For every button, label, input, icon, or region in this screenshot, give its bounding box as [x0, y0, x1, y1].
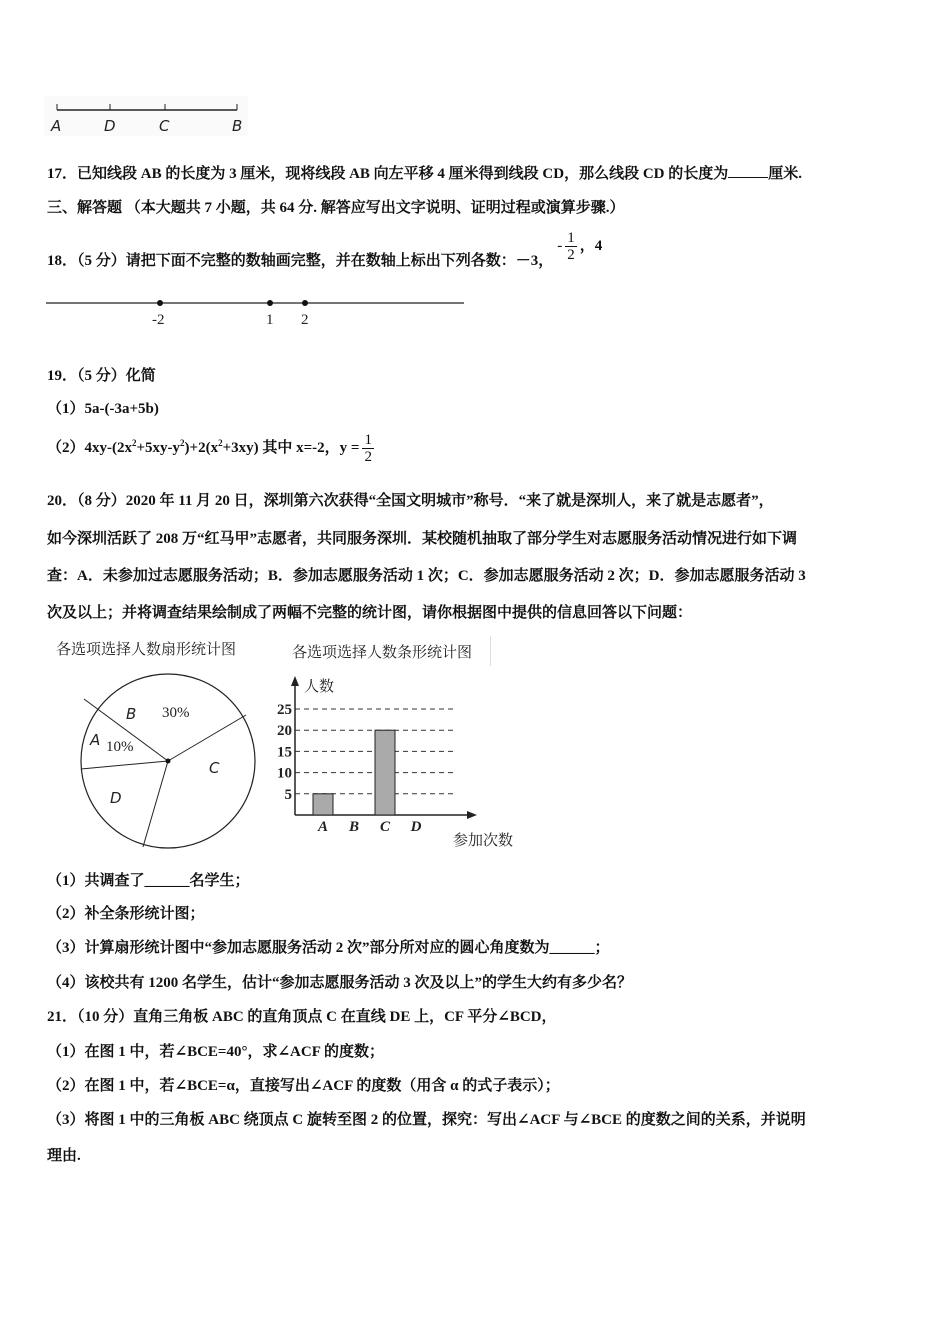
axis-label: 2: [301, 312, 309, 328]
pie-label-b: B: [126, 705, 137, 723]
fraction: [362, 432, 374, 465]
y-tick-label: 15: [277, 744, 292, 761]
q21-line: （3）将图 1 中的三角板 ABC 绕顶点 C 旋转至图 2 的位置，探究：写出∠ACF 与∠BCE 的度数之间的关系，并说明: [47, 1112, 806, 1128]
q20-line: 20．（8 分）2020 年 11 月 20 日，深圳第六次获得“全国文明城市”称号．“来了就是深圳人，来了就是志愿者”，: [47, 493, 774, 509]
pie-chart: [70, 665, 270, 855]
q21-line: 理由.: [47, 1148, 81, 1164]
x-tick-label: B: [348, 819, 360, 835]
numerator: 1: [364, 432, 372, 448]
expr: （2）4xy-(2x: [47, 439, 132, 456]
question-18: [47, 230, 603, 269]
q17-tail: 厘米.: [768, 166, 803, 182]
axis-label: 1: [266, 312, 274, 328]
question-19-part2: [47, 432, 377, 465]
exp: 2: [132, 437, 137, 448]
bar-x-label: 参加次数: [453, 831, 514, 849]
x-axis-arrow: [467, 811, 477, 819]
question-17: [47, 162, 802, 183]
expr: +5xy-y: [136, 439, 181, 456]
q21-line: （1）在图 1 中，若∠BCE=40°，求∠ACF 的度数；: [47, 1044, 385, 1060]
y-axis-arrow: [291, 676, 299, 686]
expr: )+2(x: [184, 439, 219, 456]
section-3-heading: 三、解答题 （本大题共 7 小题，共 64 分. 解答应写出文字说明、证明过程或演算步骤.）: [47, 200, 625, 216]
q20-line: 如今深圳活跃了 208 万“红马甲”志愿者，共同服务深圳．某校随机抽取了部分学生对志愿服务活动情况进行如下调: [47, 531, 798, 547]
q20-line: 查：A．未参加过志愿服务活动；B．参加志愿服务活动 1 次；C．参加志愿服务活动 2 次；D．参加志愿服务活动 3: [47, 568, 806, 584]
q20-sub: （4）该校共有 1200 名学生，估计“参加志愿服务活动 3 次及以上”的学生大约有多少名？: [47, 975, 633, 991]
segment-figure: [44, 96, 250, 138]
exp: 2: [218, 437, 223, 448]
q18-text: 18．（5 分）请把下面不完整的数轴画完整，并在数轴上标出下列各数：－3，: [47, 252, 554, 269]
y-tick-label: 10: [277, 765, 292, 782]
denominator: 2: [364, 449, 372, 465]
y-tick-label: 25: [277, 702, 292, 718]
bar-chart-title: 各选项选择人数条形统计图: [292, 643, 473, 661]
x-tick-label: D: [410, 819, 422, 835]
pie-pct-b: 30%: [162, 705, 190, 721]
pie-label-a: A: [90, 731, 101, 749]
exp: 2: [180, 437, 185, 448]
y-tick-label: 20: [277, 723, 292, 740]
point-label-b: B: [232, 117, 243, 135]
point-label-c: C: [159, 117, 170, 135]
x-tick-label: C: [379, 819, 391, 835]
numerator: 1: [567, 230, 575, 246]
q21-line: 21．（10 分）直角三角板 ABC 的直角顶点 C 在直线 DE 上，CF 平分∠BCD，: [47, 1009, 557, 1025]
number-line: [44, 296, 468, 310]
point-label-d: D: [104, 117, 116, 135]
q18-tail: ，4: [579, 237, 603, 254]
denominator: 2: [567, 247, 575, 263]
bar-c: [375, 730, 395, 815]
pie-chart-title: 各选项选择人数扇形统计图: [56, 640, 237, 658]
fraction: [565, 230, 577, 263]
x-tick-label: A: [317, 819, 329, 835]
axis-label: -2: [152, 312, 165, 328]
q20-line: 次及以上；并将调查结果绘制成了两幅不完整的统计图，请你根据图中提供的信息回答以下问题：: [47, 605, 693, 621]
y-tick-label: 5: [284, 786, 292, 803]
pie-label-c: C: [209, 759, 220, 777]
answer-blank[interactable]: [728, 177, 768, 178]
bar-a: [313, 794, 333, 815]
q20-sub: （1）共调查了______名学生；: [47, 873, 250, 889]
q21-line: （2）在图 1 中，若∠BCE=α，直接写出∠ACF 的度数（用含 α 的式子表示）；: [47, 1078, 560, 1094]
q18-neg: -: [557, 237, 563, 254]
expr: +3xy) 其中 x=-2，y =: [222, 439, 360, 456]
bar-y-label: 人数: [304, 677, 335, 695]
question-19-part1: （1）5a-(-3a+5b): [47, 401, 159, 417]
pie-label-d: D: [110, 789, 122, 807]
question-19-title: 19．（5 分）化简: [47, 368, 156, 384]
q20-sub: （3）计算扇形统计图中“参加志愿服务活动 2 次”部分所对应的圆心角度数为______；: [47, 940, 610, 956]
q20-sub: （2）补全条形统计图；: [47, 906, 205, 922]
point-label-a: A: [51, 117, 62, 135]
pie-pct-a: 10%: [106, 739, 134, 755]
q17-text: 17．已知线段 AB 的长度为 3 厘米，现将线段 AB 向左平移 4 厘米得到线段 CD，那么线段 CD 的长度为: [47, 166, 729, 182]
